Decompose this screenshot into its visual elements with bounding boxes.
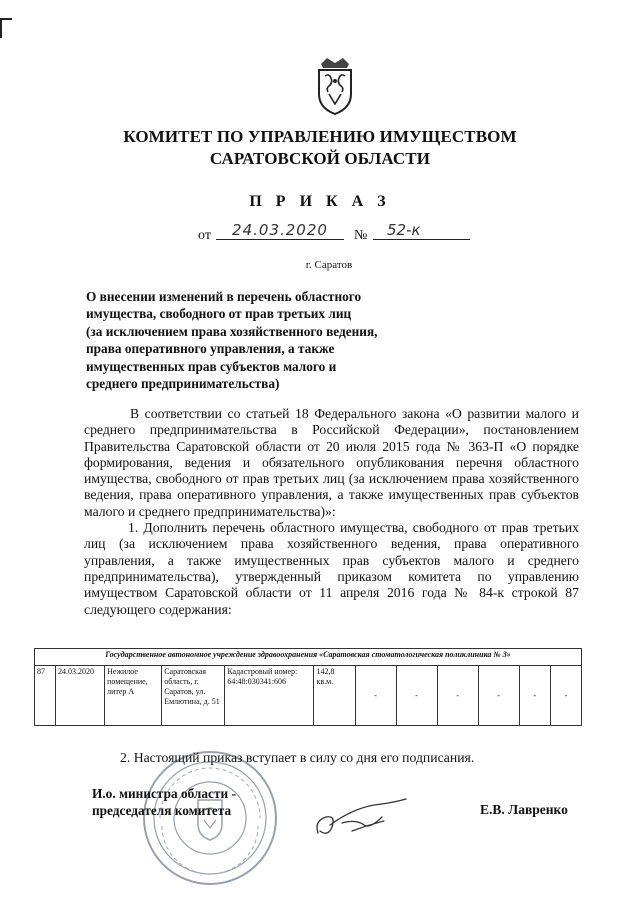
preamble-paragraph: В соответствии со статьей 18 Федерального закона «О развитии малого и среднего предпринимательства в Российской Федерации», постановлением Правительства Саратовской области от 20 июля 2015 года № 363-П «О порядке формирования, ведения и обязательного опубликования перечня областного имущества, свободного от прав третьих лиц (за исключением права хозяйственного ведения, права оперативного управления, а также имущественных прав субъектов малого и среднего предпринимательства)»: — [84, 406, 579, 519]
row-empty-cell: - — [519, 666, 550, 726]
order-date-number-line — [198, 221, 498, 248]
row-address-cell: Саратовская область, г. Саратов, ул. Емлютина, д. 51 — [162, 666, 225, 726]
order-number: 52-к — [373, 221, 470, 240]
signatory-title — [92, 785, 236, 819]
coat-of-arms-icon — [313, 54, 357, 116]
row-cadastral-cell: Кадастровый номер: 64:48:030341:606 — [225, 666, 314, 726]
signatory-title-line: председателя комитета — [92, 803, 232, 818]
row-empty-cell: - — [355, 666, 396, 726]
item-2-paragraph: 2. Настоящий приказ вступает в силу со дня его подписания. — [120, 750, 475, 765]
row-date-cell: 24.03.2020 — [56, 666, 105, 726]
date-prefix: от — [198, 228, 211, 243]
subject-line: права оперативного управления, а также — [86, 341, 335, 357]
row-area-cell: 142,8 кв.м. — [314, 666, 355, 726]
signatory-title-line: И.о. министра области - — [92, 786, 236, 801]
property-table — [34, 648, 582, 726]
subject-line: среднего предпринимательства) — [86, 376, 280, 392]
document-title: П Р И К А З — [249, 193, 391, 210]
org-name-line1: КОМИТЕТ ПО УПРАВЛЕНИЮ ИМУЩЕСТВОМ — [123, 127, 517, 146]
row-empty-cell: - — [437, 666, 478, 726]
number-prefix: № — [354, 228, 368, 243]
row-number-cell: 87 — [35, 666, 56, 726]
table-header-row — [35, 649, 582, 666]
city: г. Саратов — [305, 259, 353, 271]
row-object-cell: Нежилое помещение, литер А — [105, 666, 162, 726]
row-empty-cell: - — [550, 666, 581, 726]
row-empty-cell: - — [478, 666, 519, 726]
table-header-cell: Государственное автономное учреждение здравоохранения «Саратовская стоматологическая поликлиника № 3» — [35, 649, 582, 666]
order-date: 24.03.2020 — [216, 221, 344, 240]
subject-line: имущественных прав субъектов малого и — [86, 358, 337, 374]
subject-line: (за исключением права хозяйственного ведения, — [86, 323, 378, 339]
page-corner-mark — [0, 18, 12, 38]
order-body — [84, 406, 579, 618]
item-1-paragraph: 1. Дополнить перечень областного имущества, свободного от прав третьих лиц (за исключением права хозяйственного ведения, права оперативного управления, а также имущественных прав субъектов малого и среднего предпринимательства), утвержденный приказом комитета по управлению имуществом Саратовской области от 11 апреля 2016 года № 84-к строкой 87 следующего содержания: — [84, 520, 579, 617]
row-empty-cell: - — [396, 666, 437, 726]
table-row — [35, 666, 582, 726]
org-name-line2: САРАТОВСКОЙ ОБЛАСТИ — [209, 149, 431, 168]
subject-line: О внесении изменений в перечень областного — [86, 289, 362, 304]
handwritten-signature — [312, 795, 412, 841]
signer-name: Е.В. Лавренко — [480, 802, 568, 817]
order-subject — [86, 288, 426, 392]
subject-line: имущества, свободного от прав третьих лиц — [86, 306, 352, 322]
